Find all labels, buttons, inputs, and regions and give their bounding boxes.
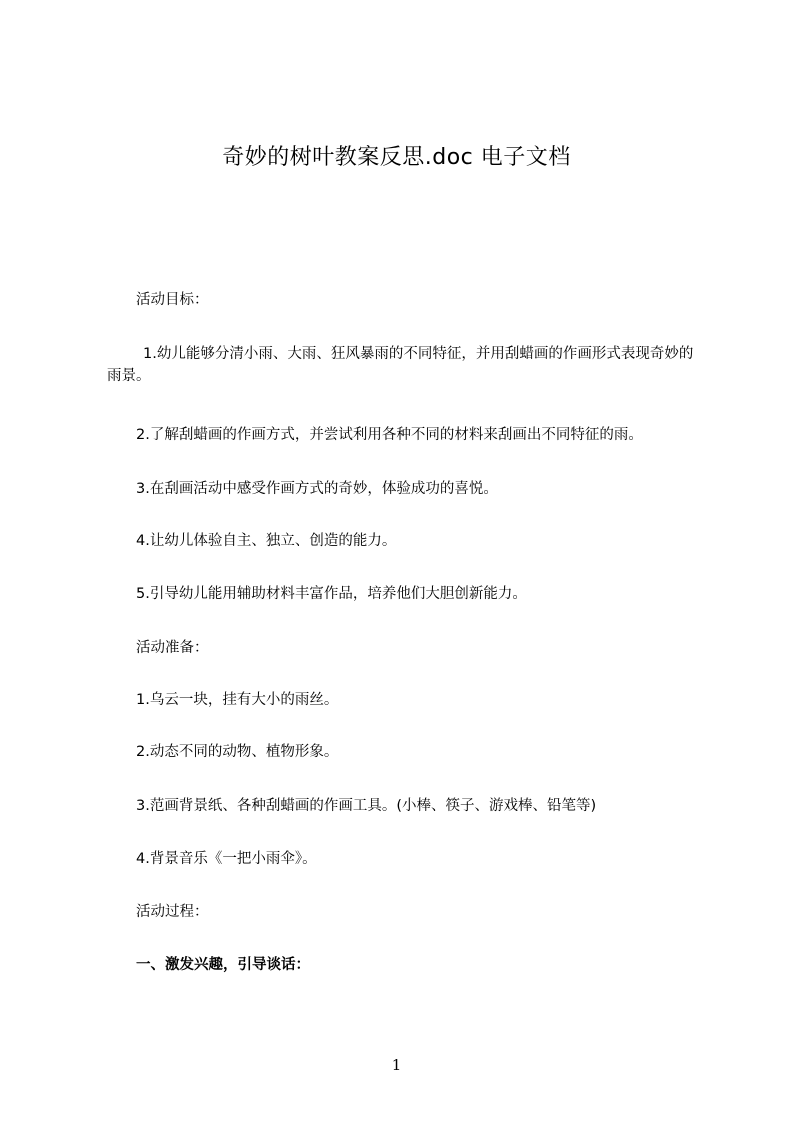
prep-item-3: 3.范画背景纸、各种刮蜡画的作画工具。(小棒、筷子、游戏棒、铅笔等) bbox=[136, 798, 597, 814]
document-title: 奇妙的树叶教案反思.doc 电子文档 bbox=[222, 145, 571, 170]
prep-item-2: 2.动态不同的动物、植物形象。 bbox=[136, 744, 339, 760]
section-heading-preparation: 活动准备： bbox=[136, 640, 209, 656]
goal-item-1: 1.幼儿能够分清小雨、大雨、狂风暴雨的不同特征，并用刮蜡画的作画形式表现奇妙的雨景。 bbox=[107, 346, 694, 384]
prep-item-4: 4.背景音乐《一把小雨伞》。 bbox=[136, 851, 317, 867]
process-step-1: 一、激发兴趣，引导谈话： bbox=[136, 957, 310, 973]
goal-item-2: 2.了解刮蜡画的作画方式，并尝试利用各种不同的材料来刮画出不同特征的雨。 bbox=[136, 427, 643, 443]
page-number: 1 bbox=[391, 1056, 402, 1074]
goal-item-5: 5.引导幼儿能用辅助材料丰富作品，培养他们大胆创新能力。 bbox=[136, 586, 527, 602]
goal-item-3: 3.在刮画活动中感受作画方式的奇妙，体验成功的喜悦。 bbox=[136, 481, 498, 497]
goal-item-4: 4.让幼儿体验自主、独立、创造的能力。 bbox=[136, 533, 397, 549]
section-heading-goals: 活动目标： bbox=[136, 292, 209, 308]
prep-item-1: 1.乌云一块，挂有大小的雨丝。 bbox=[136, 692, 339, 708]
section-heading-process: 活动过程： bbox=[136, 904, 209, 920]
